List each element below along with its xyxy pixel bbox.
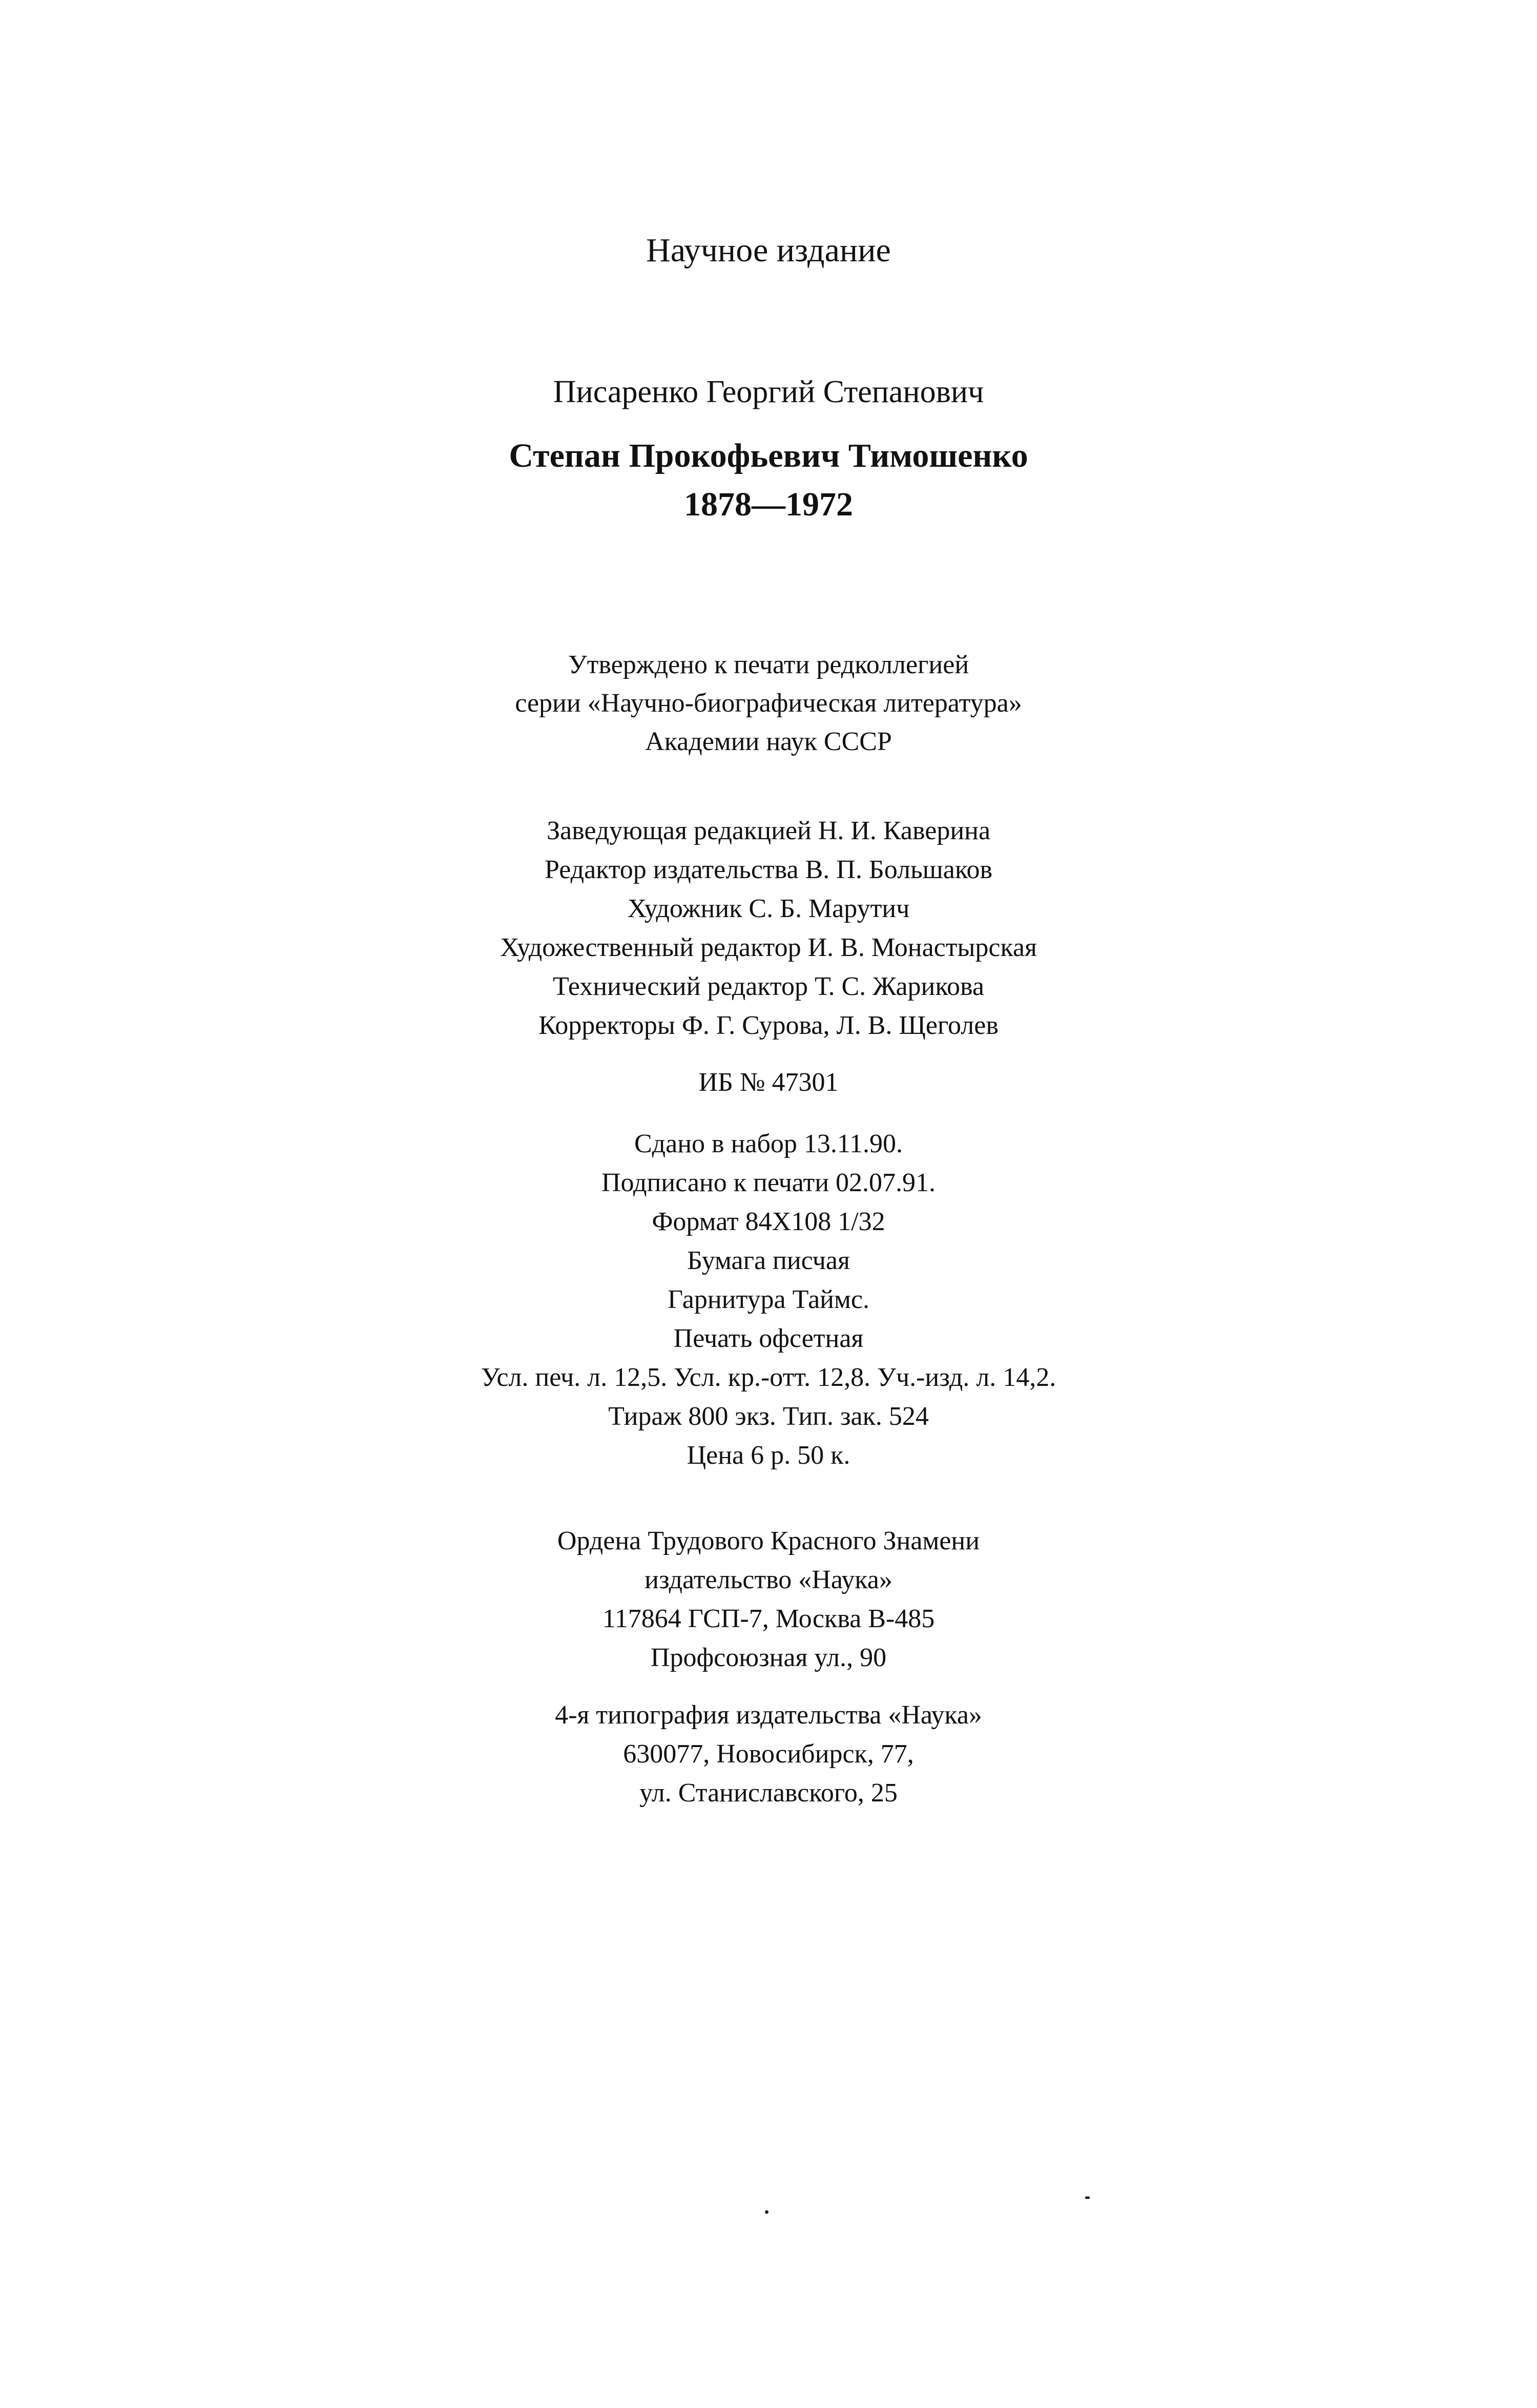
print-detail-line: Гарнитура Таймс. bbox=[668, 1285, 869, 1314]
print-detail-line: Бумага писчая bbox=[687, 1246, 850, 1275]
publisher-line: Профсоюзная ул., 90 bbox=[650, 1643, 887, 1672]
printing-house-line: 4-я типография издательства «Наука» bbox=[555, 1700, 982, 1730]
print-detail-line: Усл. печ. л. 12,5. Усл. кр.-отт. 12,8. Уч.-изд. л. 14,2. bbox=[481, 1363, 1056, 1392]
approval-line: Утверждено к печати редколлегией bbox=[568, 650, 969, 679]
ib-number: ИБ № 47301 bbox=[698, 1068, 839, 1097]
print-detail-line: Формат 84X108 1/32 bbox=[652, 1207, 885, 1236]
staff-line: Редактор издательства В. П. Большаков bbox=[545, 855, 992, 884]
edition-type: Научное издание bbox=[646, 232, 891, 269]
print-detail-line: Цена 6 р. 50 к. bbox=[687, 1441, 850, 1470]
scan-speck bbox=[1085, 2196, 1090, 2199]
author-name: Писаренко Георгий Степанович bbox=[553, 375, 984, 409]
staff-line: Корректоры Ф. Г. Сурова, Л. В. Щеголев bbox=[538, 1011, 999, 1040]
scan-speck bbox=[765, 2210, 768, 2214]
staff-line: Технический редактор Т. С. Жарикова bbox=[553, 972, 984, 1001]
staff-line: Заведующая редакцией Н. И. Каверина bbox=[546, 816, 991, 845]
print-detail-line: Подписано к печати 02.07.91. bbox=[601, 1168, 936, 1197]
print-detail-line: Тираж 800 экз. Тип. зак. 524 bbox=[608, 1402, 929, 1431]
approval-line: серии «Научно-биографическая литература» bbox=[515, 689, 1022, 718]
printing-house-line: 630077, Новосибирск, 77, bbox=[623, 1739, 914, 1769]
book-title: Степан Прокофьевич Тимошенко bbox=[509, 437, 1028, 474]
staff-line: Художественный редактор И. В. Монастырская bbox=[500, 933, 1037, 962]
printing-house-line: ул. Станиславского, 25 bbox=[639, 1778, 898, 1808]
approval-line: Академии наук СССР bbox=[645, 727, 892, 756]
publisher-line: Ордена Трудового Красного Знамени bbox=[557, 1526, 980, 1555]
staff-line: Художник С. Б. Марутич bbox=[627, 894, 910, 923]
book-years: 1878—1972 bbox=[684, 486, 853, 523]
print-detail-line: Печать офсетная bbox=[673, 1324, 864, 1353]
publisher-line: 117864 ГСП-7, Москва В-485 bbox=[602, 1604, 935, 1633]
print-detail-line: Сдано в набор 13.11.90. bbox=[634, 1129, 903, 1158]
publisher-line: издательство «Наука» bbox=[645, 1565, 892, 1594]
